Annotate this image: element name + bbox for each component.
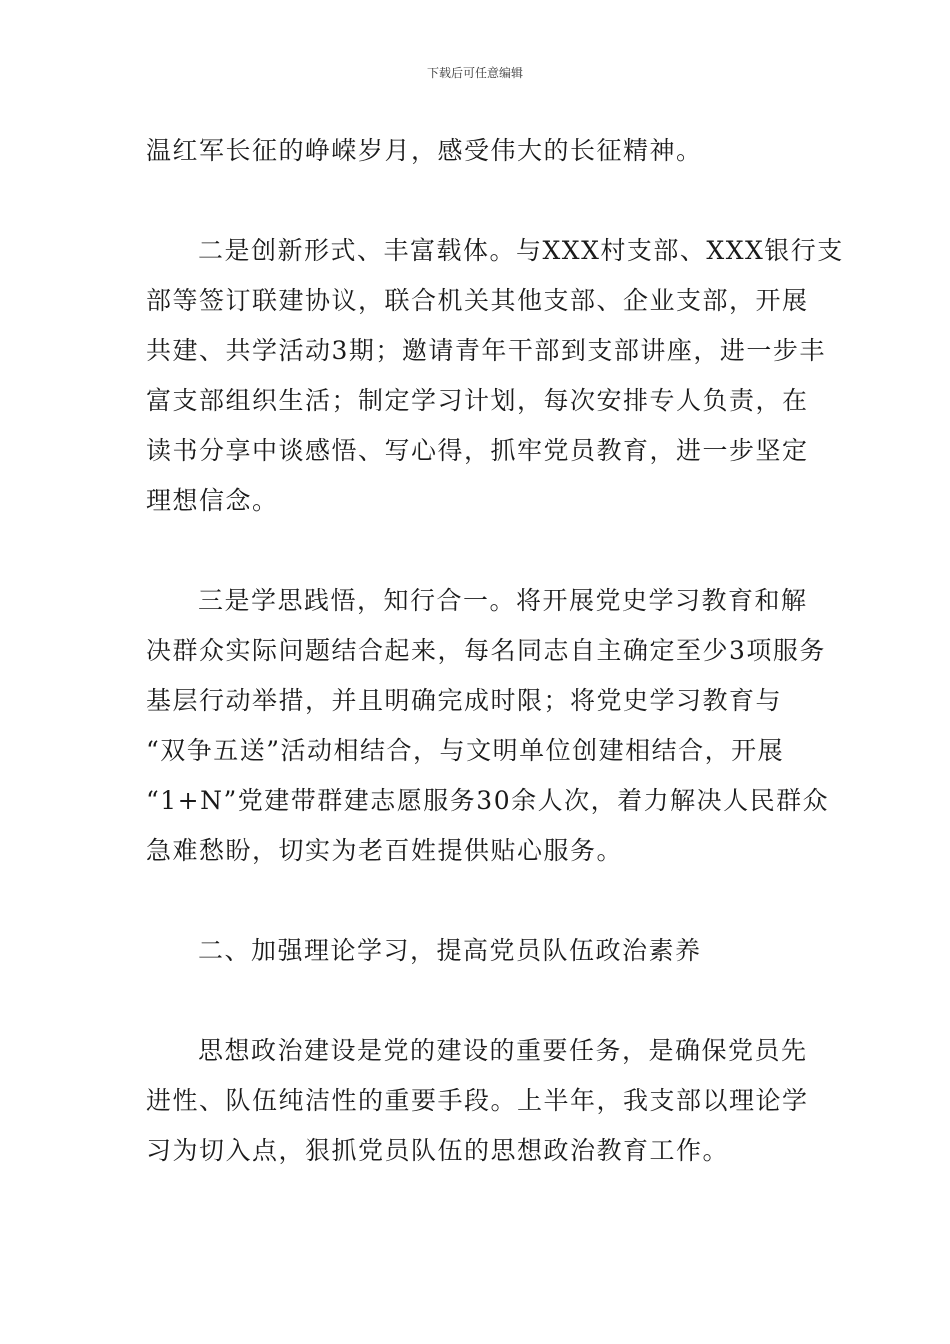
text-line: 读书分享中谈感悟、写心得，抓牢党员教育，进一步坚定 xyxy=(146,436,809,465)
text-line: 三是学思践悟，知行合一。将开展党史学习教育和解 xyxy=(198,586,808,615)
text-line: 理想信念。 xyxy=(146,486,279,515)
paragraph-continuation xyxy=(146,126,810,176)
text-line: 富支部组织生活；制定学习计划，每次安排专人负责，在 xyxy=(146,386,809,415)
text-line: 进性、队伍纯洁性的重要手段。上半年，我支部以理论学 xyxy=(146,1086,809,1115)
paragraph-ideology xyxy=(146,1026,810,1176)
paragraph-gap xyxy=(146,876,810,926)
section-heading xyxy=(146,926,810,976)
text-line: 温红军长征的峥嵘岁月，感受伟大的长征精神。 xyxy=(146,136,703,165)
paragraph-gap xyxy=(146,176,810,226)
text-line: 部等签订联建协议，联合机关其他支部、企业支部，开展 xyxy=(146,286,809,315)
paragraph-gap xyxy=(146,526,810,576)
paragraph-gap xyxy=(146,976,810,1026)
text-line: 习为切入点，狠抓党员队伍的思想政治教育工作。 xyxy=(146,1136,730,1165)
text-line: 基层行动举措，并且明确完成时限；将党史学习教育与 xyxy=(146,686,783,715)
document-body xyxy=(146,126,844,1176)
text-line: 急难愁盼，切实为老百姓提供贴心服务。 xyxy=(146,836,624,865)
text-line: “1+N”党建带群建志愿服务30余人次，着力解决人民群众 xyxy=(146,786,830,815)
text-line: 二是创新形式、丰富载体。与XXX村支部、XXX银行支 xyxy=(198,236,844,265)
text-line: 思想政治建设是党的建设的重要任务，是确保党员先 xyxy=(198,1036,808,1065)
text-line: “双争五送”活动相结合，与文明单位创建相结合，开展 xyxy=(146,736,785,765)
paragraph-innovation xyxy=(146,226,844,526)
paragraph-practice xyxy=(146,576,830,876)
section-heading-text: 二、加强理论学习，提高党员队伍政治素养 xyxy=(198,936,702,965)
text-line: 决群众实际问题结合起来，每名同志自主确定至少3项服务 xyxy=(146,636,826,665)
page-header: 下载后可任意编辑 xyxy=(426,66,523,80)
text-line: 共建、共学活动3期；邀请青年干部到支部讲座，进一步丰 xyxy=(146,336,826,365)
